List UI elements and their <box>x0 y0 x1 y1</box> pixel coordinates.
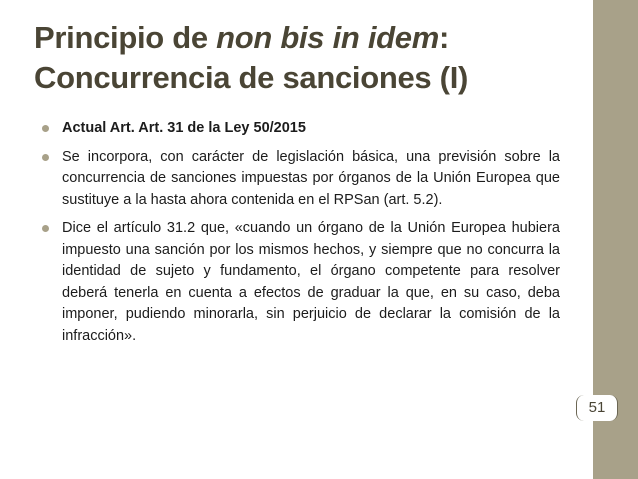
bullet-dot-icon <box>42 225 49 232</box>
bullet-text: Actual Art. Art. 31 de la Ley 50/2015 <box>62 120 306 136</box>
slide-title <box>34 18 554 98</box>
title-italic-phrase: non bis in idem <box>216 20 439 55</box>
title-prefix: Principio de <box>34 20 217 55</box>
bullet-list <box>34 118 560 354</box>
page-number: 51 <box>588 399 606 416</box>
bullet-dot-icon <box>42 125 49 132</box>
title-colon: : <box>438 20 450 55</box>
bullet-text: Se incorpora, con carácter de legislación básica, una previsión sobre la concurrencia de sanciones impuestas por órganos de la Unión Europea que sustituye a la hasta ahora contenida en el RPSan (art. 5.2). <box>62 148 560 208</box>
bullet-item <box>34 218 560 347</box>
title-line-2: Concurrencia de sanciones (I) <box>34 60 469 95</box>
bullet-item <box>34 147 560 212</box>
bullet-dot-icon <box>42 154 49 161</box>
bullet-text: Dice el artículo 31.2 que, «cuando un órgano de la Unión Europea hubiera impuesto una sanción por los mismos hechos, y siempre que no concurra la identidad de sujeto y fundamento, el órgano competente para resolver deberá tenerla en cuenta a efectos de graduar la que, en su caso, deba imponer, pudiendo minorarla, sin perjuicio de declarar la comisión de la infracción». <box>62 220 560 344</box>
page-number-badge <box>576 395 618 421</box>
bullet-item <box>34 118 560 140</box>
